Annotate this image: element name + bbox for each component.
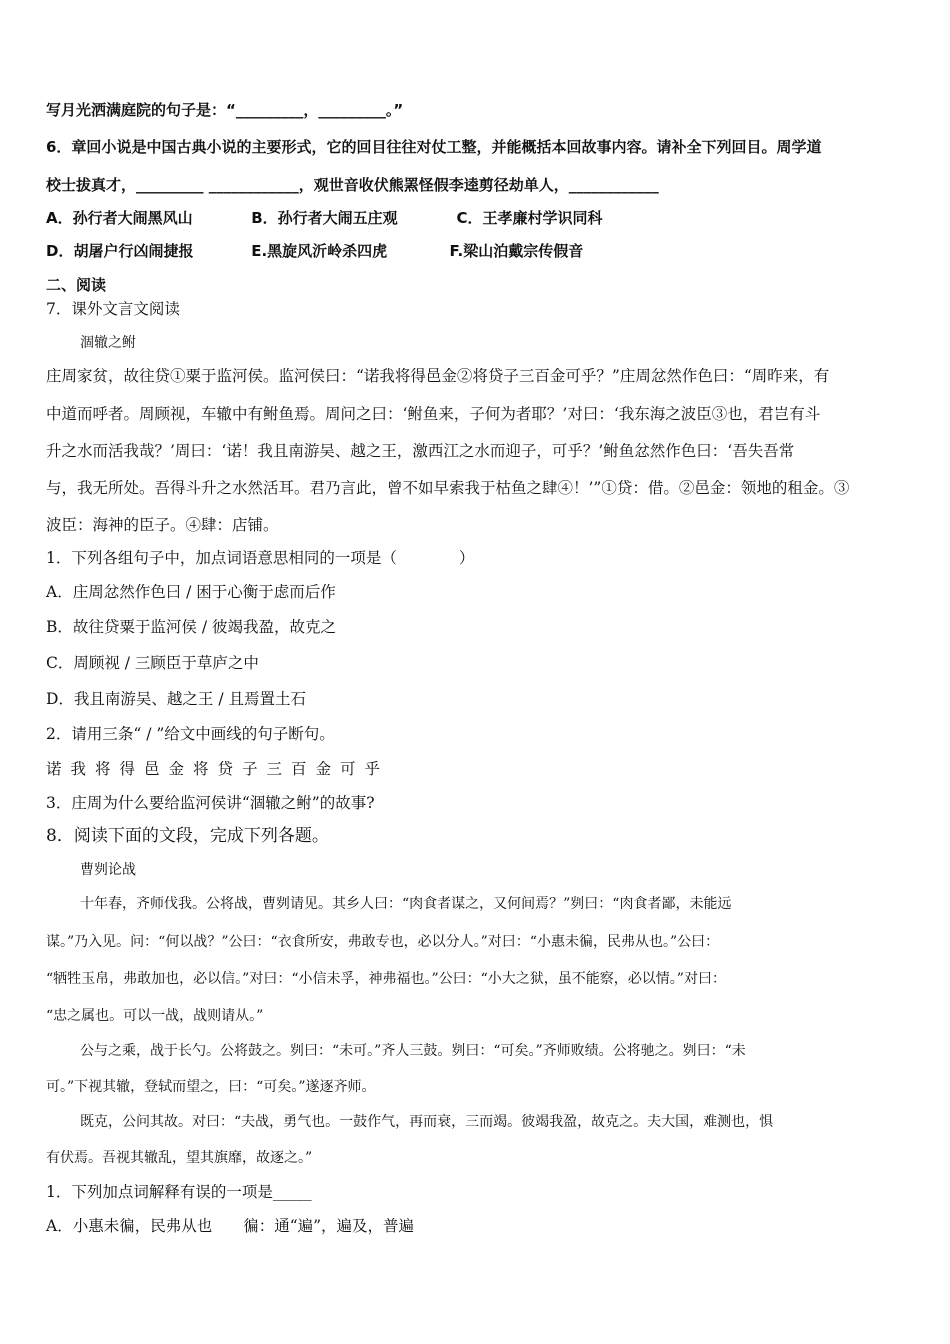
question-6-stem: 6．章回小说是中国古典小说的主要形式，它的回目往往对仗工整，并能概括本回故事内容。请补全下列回目。周学道	[46, 138, 822, 156]
passage-2-line-5: 公与之乘，战于长勺。公将鼓之。刿曰：“未可。”齐人三鼓。刿曰：“可矣。”齐师败绩。公将驰之。刿曰：“未	[80, 1043, 746, 1059]
passage-2-line-1: 十年春，齐师伐我。公将战，曹刿请见。其乡人曰：“肉食者谋之，又何间焉？”刿曰：“肉食者鄙，未能远	[80, 896, 732, 912]
option-a: A．孙行者大闹黑风山	[46, 209, 193, 227]
question-8-title: 8．阅读下面的文段，完成下列各题。	[46, 826, 329, 846]
option-b: B．孙行者大闹五庄观	[251, 209, 398, 227]
question-7-1-option-c: C．周顾视 / 三顾臣于草庐之中	[46, 654, 259, 672]
question-6-options-row-1	[46, 208, 904, 228]
passage-2-title: 曹刿论战	[80, 862, 136, 878]
option-d: D．胡屠户行凶闹捷报	[46, 242, 194, 260]
option-e: E.黑旋风沂岭杀四虎	[251, 242, 388, 260]
passage-1-line-4: 与，我无所处。吾得斗升之水然活耳。君乃言此，曾不如早索我于枯鱼之肆④！’”①贷：借。②邑金：领地的租金。③	[46, 479, 850, 497]
question-8-1: 1．下列加点词解释有误的一项是_____	[46, 1183, 312, 1201]
passage-2-line-6: 可。”下视其辙，登轼而望之，曰：“可矣。”遂逐齐师。	[46, 1079, 376, 1095]
passage-2-line-8: 有伏焉。吾视其辙乱，望其旗靡，故逐之。”	[46, 1150, 313, 1166]
passage-1-title: 涸辙之鲋	[80, 335, 136, 351]
option-c: C．王孝廉村学识同科	[456, 209, 603, 227]
poem-fill-line: 写月光洒满庭院的句子是：“_________，_________。”	[46, 101, 404, 119]
question-7-3: 3．庄周为什么要给监河侯讲“涸辙之鲋”的故事?	[46, 794, 375, 812]
passage-2-line-4: “忠之属也。可以一战，战则请从。”	[46, 1008, 264, 1024]
question-7-title: 7．课外文言文阅读	[46, 300, 180, 318]
passage-1-line-5: 波臣：海神的臣子。④肆：店铺。	[46, 516, 279, 534]
option-f: F.梁山泊戴宗传假音	[449, 242, 584, 260]
question-6-blanks: 校士拔真才，_________ ____________，观世音收伏熊罴怪假李逵剪径劫单人，____________	[46, 176, 659, 194]
question-7-1: 1．下列各组句子中，加点词语意思相同的一项是（ ）	[46, 549, 475, 567]
question-7-1-option-b: B．故往贷粟于监河侯 / 彼竭我盈，故克之	[46, 618, 336, 636]
passage-1-line-1: 庄周家贫，故往贷①粟于监河侯。监河侯曰：“诺我将得邑金②将贷子三百金可乎？”庄周忿然作色曰：“周昨来，有	[46, 367, 830, 385]
question-7-1-option-d: D．我且南游吴、越之王 / 且焉置土石	[46, 690, 307, 708]
question-7-1-option-a: A．庄周忿然作色曰 / 困于心衡于虑而后作	[46, 583, 336, 601]
question-8-1-option-a: A．小惠未徧，民弗从也 徧：通“遍”，遍及，普遍	[46, 1217, 415, 1235]
question-7-2-sentence: 诺我将得邑金将贷子三百金可乎	[46, 760, 390, 778]
passage-1-line-2: 中道而呼者。周顾视，车辙中有鲋鱼焉。周问之曰：‘鲋鱼来，子何为者耶？’对曰：‘我东海之波臣③也，君岂有斗	[46, 405, 821, 423]
question-6-options-row-2	[46, 241, 904, 261]
question-7-2: 2．请用三条“ / ”给文中画线的句子断句。	[46, 725, 335, 743]
passage-2-line-3: “牺牲玉帛，弗敢加也，必以信。”对曰：“小信未孚，神弗福也。”公曰：“小大之狱，虽不能察，必以情。”对曰：	[46, 971, 726, 987]
passage-2-line-2: 谋。”乃入见。问：“何以战？”公曰：“衣食所安，弗敢专也，必以分人。”对曰：“小惠未徧，民弗从也。”公曰：	[46, 934, 720, 950]
section-heading-reading: 二、阅读	[46, 276, 107, 294]
passage-2-line-7: 既克，公问其故。对曰：“夫战，勇气也。一鼓作气，再而衰，三而竭。彼竭我盈，故克之。夫大国，难测也，惧	[80, 1114, 774, 1130]
passage-1-line-3: 升之水而活我哉？’周曰：‘诺！我且南游吴、越之王，激西江之水而迎子，可乎？’鲋鱼忿然作色曰：‘吾失吾常	[46, 442, 795, 460]
